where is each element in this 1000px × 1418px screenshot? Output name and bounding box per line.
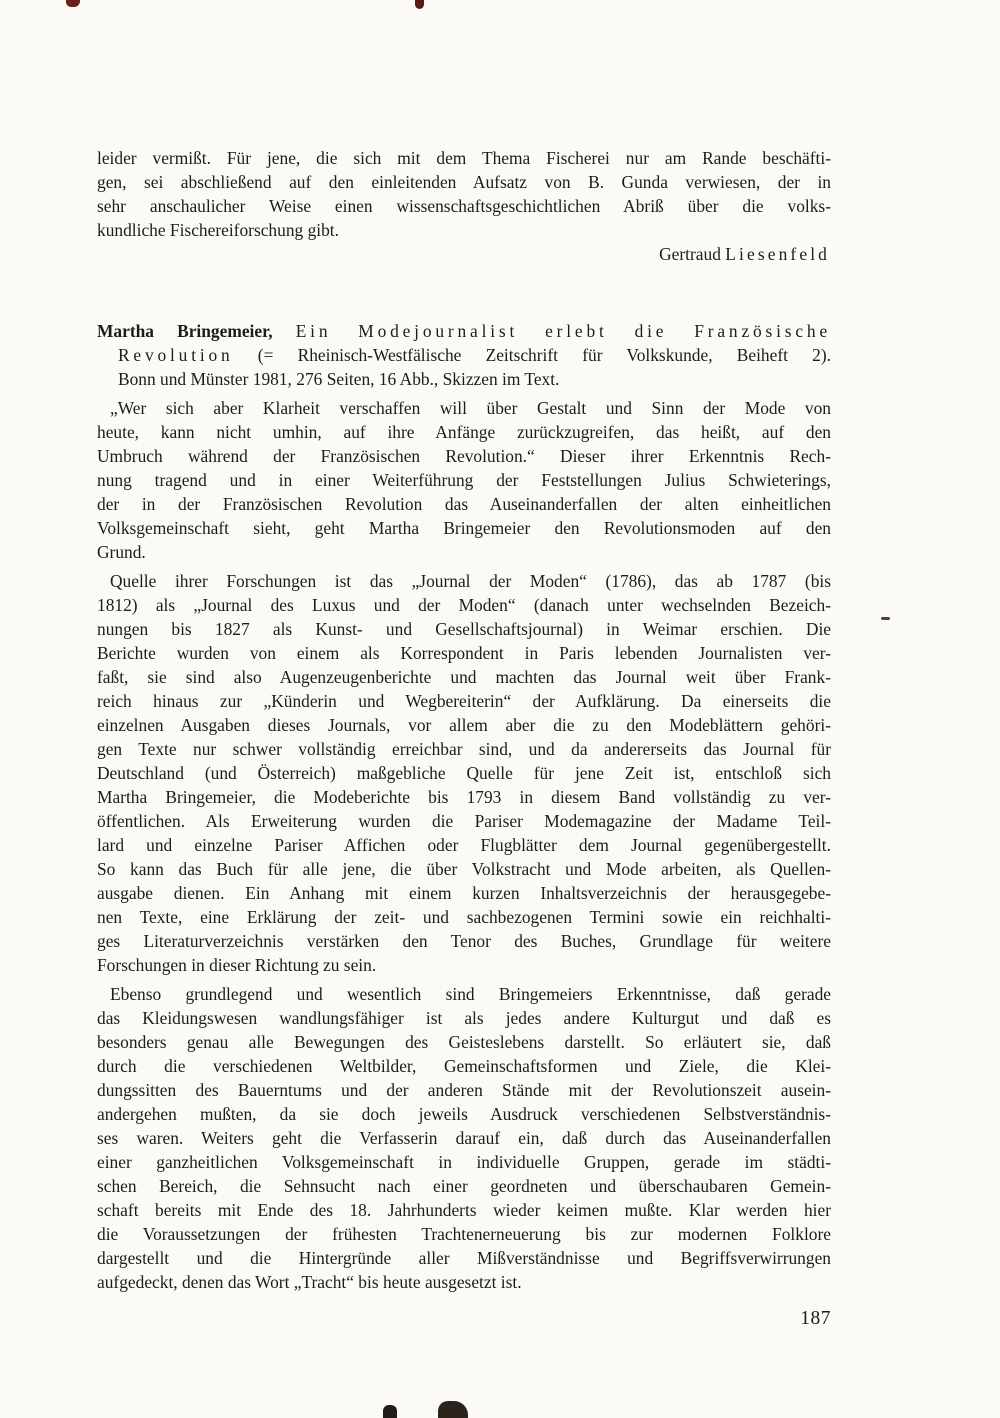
text-line: „Wer sich aber Klarheit verschaffen will über Gestalt und Sinn der Mode von <box>110 398 831 418</box>
text-line: nung tragend und in einer Weiterführung der Feststellungen Julius Schwieterings, <box>97 470 831 490</box>
book-publication-details: Bonn und Münster 1981, 276 Seiten, 16 Abb., Skizzen im Text. <box>118 369 560 389</box>
text-line: Umbruch während der Französischen Revolution.“ Dieser ihrer Erkenntnis Rech- <box>97 446 831 466</box>
text-line: Ebenso grundlegend und wesentlich sind Bringemeiers Erkenntnisse, daß gerade <box>110 984 831 1004</box>
review-paragraph-2 <box>97 569 831 977</box>
text-line: lard und einzelne Pariser Affichen oder Flugblätter dem Journal gegenübergestellt. <box>97 835 831 855</box>
text-line: öffentlichen. Als Erweiterung wurden die Pariser Modemagazine der Madame Teil- <box>97 811 831 831</box>
book-citation <box>97 319 831 391</box>
text-line: aufgedeckt, denen das Wort „Tracht“ bis heute ausgesetzt ist. <box>97 1272 522 1292</box>
reviewer-signature <box>97 242 831 266</box>
citation-line-2 <box>97 343 831 367</box>
text-line: heute, kann nicht umhin, auf ihre Anfänge zurückzugreifen, das heißt, auf den <box>97 422 831 442</box>
review-paragraph-3 <box>97 982 831 1294</box>
reviewer-given-name: Gertraud <box>659 244 721 264</box>
text-line: Deutschland (und Österreich) maßgebliche Quelle für jene Zeit ist, entschloß sich <box>97 763 831 783</box>
scan-artifact-bottom-right <box>438 1401 468 1418</box>
text-line: dungssitten des Bauerntums und der anderen Stände mit der Revolutionszeit ausein- <box>97 1080 831 1100</box>
text-line: nen Texte, eine Erklärung der zeit- und sachbezogenen Termini sowie ein reichhalti- <box>97 907 831 927</box>
text-line: einer ganzheitlichen Volksgemeinschaft in individuelle Gruppen, gerade im städti- <box>97 1152 831 1172</box>
page-number: 187 <box>800 1308 831 1329</box>
text-line: gen Texte nur schwer vollständig erreichbar sind, und da andererseits das Journal für <box>97 739 831 759</box>
text-line: reich hinaus zur „Künderin und Wegbereiterin“ der Aufklärung. Da einerseits die <box>97 691 831 711</box>
paragraph-previous-review-end <box>97 146 831 242</box>
text-line: andergehen mußten, da sie doch jeweils Ausdruck verschiedenen Selbstverständnis- <box>97 1104 831 1124</box>
text-line: 1812) als „Journal des Luxus und der Moden“ (danach unter wechselnden Bezeich- <box>97 595 831 615</box>
book-title-part-1: Ein Modejournalist erlebt die Französische <box>295 321 831 341</box>
text-line: schen Bereich, die Sehnsucht nach einer geordneten und überschaubaren Gemein- <box>97 1176 831 1196</box>
text-line: die Voraussetzungen der frühesten Trachtenerneuerung bis zur modernen Folklore <box>97 1224 831 1244</box>
text-line: Grund. <box>97 542 146 562</box>
text-line: der in der Französischen Revolution das Auseinanderfallen der alten einheitlichen <box>97 494 831 514</box>
citation-line-1 <box>97 319 831 343</box>
text-line: ges Literaturverzeichnis verstärken den Tenor des Buches, Grundlage für weitere <box>97 931 831 951</box>
text-line: schaft bereits mit Ende des 18. Jahrhunderts wieder keimen mußte. Klar werden hier <box>97 1200 831 1220</box>
text-line: besonders genau alle Bewegungen des Geisteslebens darstellt. So erläutert sie, daß <box>97 1032 831 1052</box>
scan-artifact-margin-dash <box>881 617 890 620</box>
text-block <box>97 146 831 1294</box>
text-line: gen, sei abschließend auf den einleitenden Aufsatz von B. Gunda verwiesen, der in <box>97 172 831 192</box>
text-line: leider vermißt. Für jene, die sich mit dem Thema Fischerei nur am Rande beschäfti- <box>97 148 831 168</box>
text-line: ses waren. Weiters geht die Verfasserin darauf ein, daß durch das Auseinanderfallen <box>97 1128 831 1148</box>
text-line: Volksgemeinschaft sieht, geht Martha Bringemeier den Revolutionsmoden auf den <box>97 518 831 538</box>
text-line: Martha Bringemeier, die Modeberichte bis 1793 in diesem Band vollständig zu ver- <box>97 787 831 807</box>
text-line: einzelnen Ausgaben dieses Journals, vor allem aber die zu den Modeblättern gehöri- <box>97 715 831 735</box>
text-line: kundliche Fischereiforschung gibt. <box>97 220 339 240</box>
text-line: sehr anschaulicher Weise einen wissenschaftsgeschichtlichen Abriß über die volks- <box>97 196 831 216</box>
text-line: So kann das Buch für alle jene, die über Volkstracht und Mode arbeiten, als Quellen- <box>97 859 831 879</box>
book-title-part-2: Revolution <box>118 345 234 365</box>
book-author: Martha Bringemeier, <box>97 321 273 341</box>
text-line: ausgabe dienen. Ein Anhang mit einem kurzen Inhaltsverzeichnis der herausgegebe- <box>97 883 831 903</box>
review-paragraph-1 <box>97 396 831 564</box>
scan-artifact-top-middle <box>415 0 424 9</box>
text-line: nungen bis 1827 als Kunst- und Gesellschaftsjournal) in Weimar erschien. Die <box>97 619 831 639</box>
scan-artifact-bottom-left <box>383 1405 397 1418</box>
book-series: (= Rheinisch-Westfälische Zeitschrift für Volkskunde, Beiheft 2). <box>233 345 831 365</box>
reviewer-family-name: Liesenfeld <box>725 244 830 264</box>
text-line: Forschungen in dieser Richtung zu sein. <box>97 955 377 975</box>
text-line: faßt, sie sind also Augenzeugenberichte und machten das Journal weit über Frank- <box>97 667 831 687</box>
text-line: Quelle ihrer Forschungen ist das „Journal der Moden“ (1786), das ab 1787 (bis <box>110 571 831 591</box>
citation-line-3 <box>97 367 831 391</box>
text-line: das Kleidungswesen wandlungsfähiger ist als jedes andere Kulturgut und daß es <box>97 1008 831 1028</box>
text-line: durch die verschiedenen Weltbilder, Gemeinschaftsformen und Ziele, die Klei- <box>97 1056 831 1076</box>
text-line: Berichte wurden von einem als Korrespondent in Paris lebenden Journalisten ver- <box>97 643 831 663</box>
text-line: dargestellt und die Hintergründe aller Mißverständnisse und Begriffsverwirrungen <box>97 1248 831 1268</box>
scan-artifact-top-left <box>66 0 80 7</box>
